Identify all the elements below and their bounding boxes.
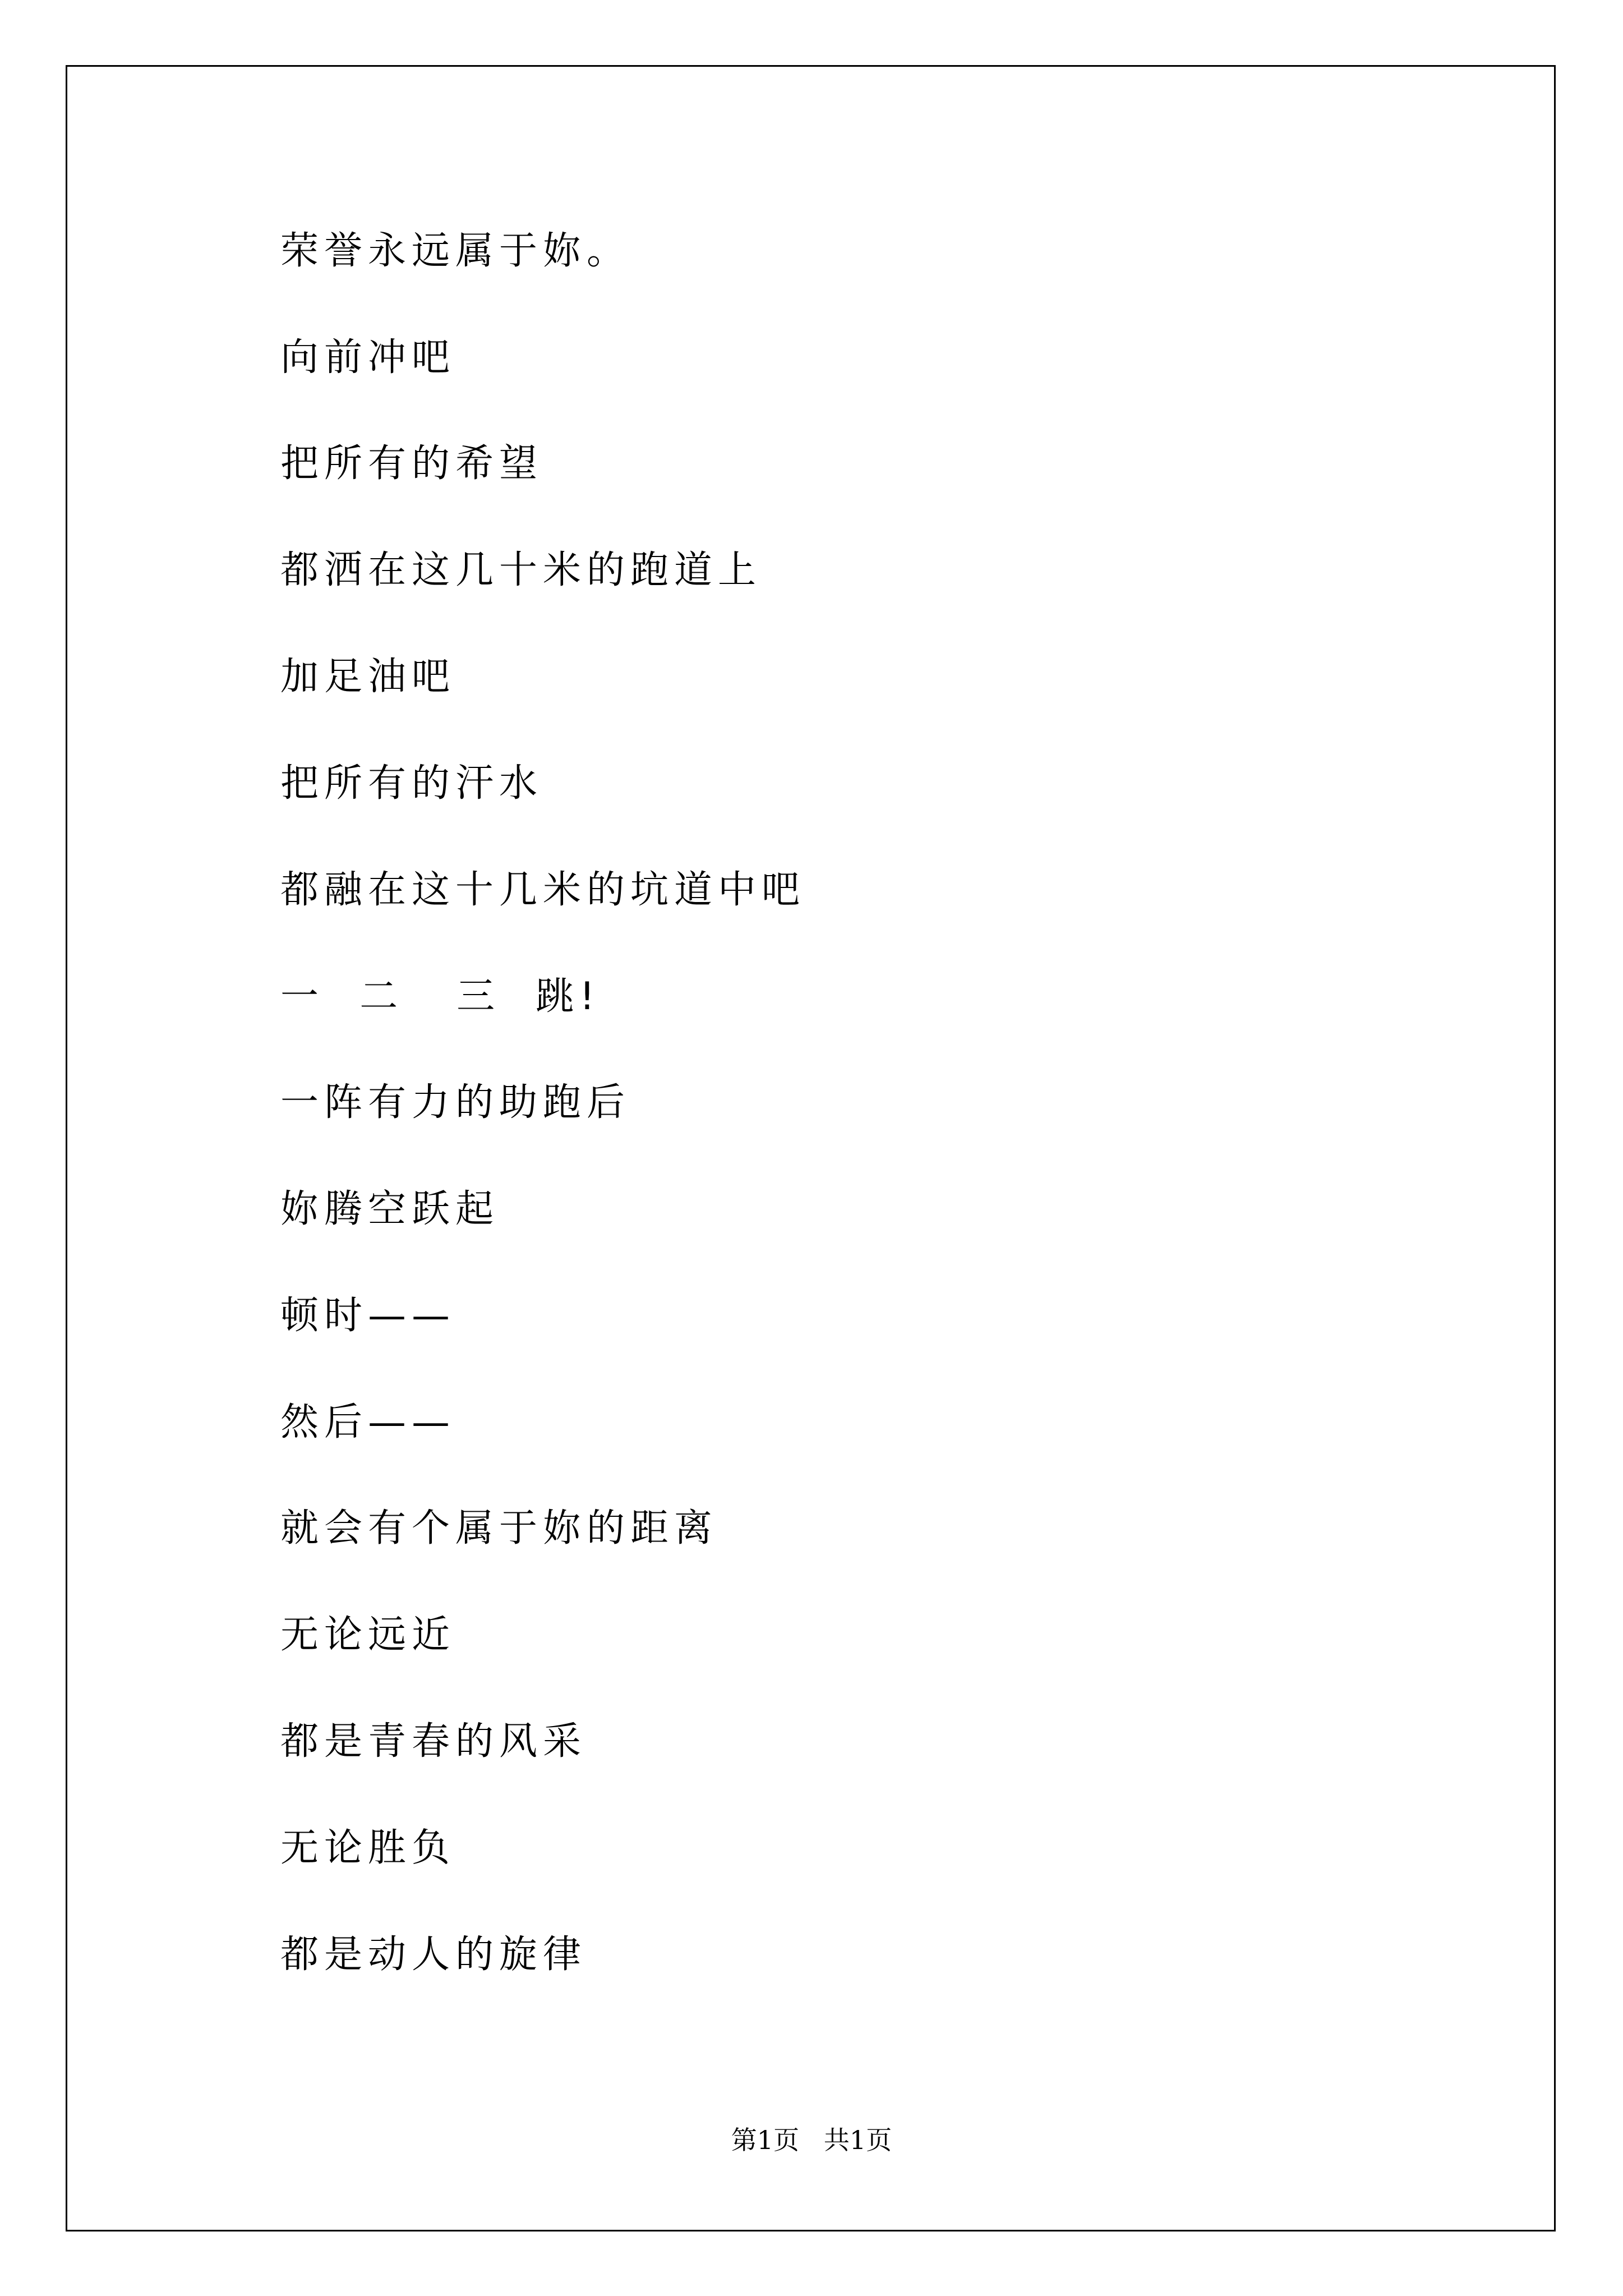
poem-line: 荣誉永远属于妳。	[280, 229, 631, 273]
poem-line: 一阵有力的助跑后	[280, 1080, 631, 1125]
poem-line: 顿时——	[280, 1294, 456, 1338]
poem-line: 向前冲吧	[280, 335, 456, 380]
poem-line: 把所有的汗水	[280, 761, 543, 806]
poem-line: 就会有个属于妳的距离	[280, 1506, 718, 1550]
poem-line: 都融在这十几米的坑道中吧	[280, 868, 806, 912]
poem-line: 都是动人的旋律	[280, 1932, 587, 1977]
poem-line: 都洒在这几十米的跑道上	[280, 548, 762, 592]
poem-line: 然后——	[280, 1400, 456, 1444]
poem-line: 妳腾空跃起	[280, 1187, 500, 1231]
poem-line: 无论胜负	[280, 1826, 456, 1870]
poem-line: 加足油吧	[280, 655, 456, 699]
poem-line: 一 二 三 跳!	[280, 974, 601, 1019]
poem-line: 无论远近	[280, 1613, 456, 1657]
poem-line: 都是青春的风采	[280, 1719, 587, 1764]
poem-body	[280, 0, 1402, 2076]
page-footer: 第1页 共1页	[731, 2125, 892, 2155]
poem-line: 把所有的希望	[280, 441, 543, 486]
